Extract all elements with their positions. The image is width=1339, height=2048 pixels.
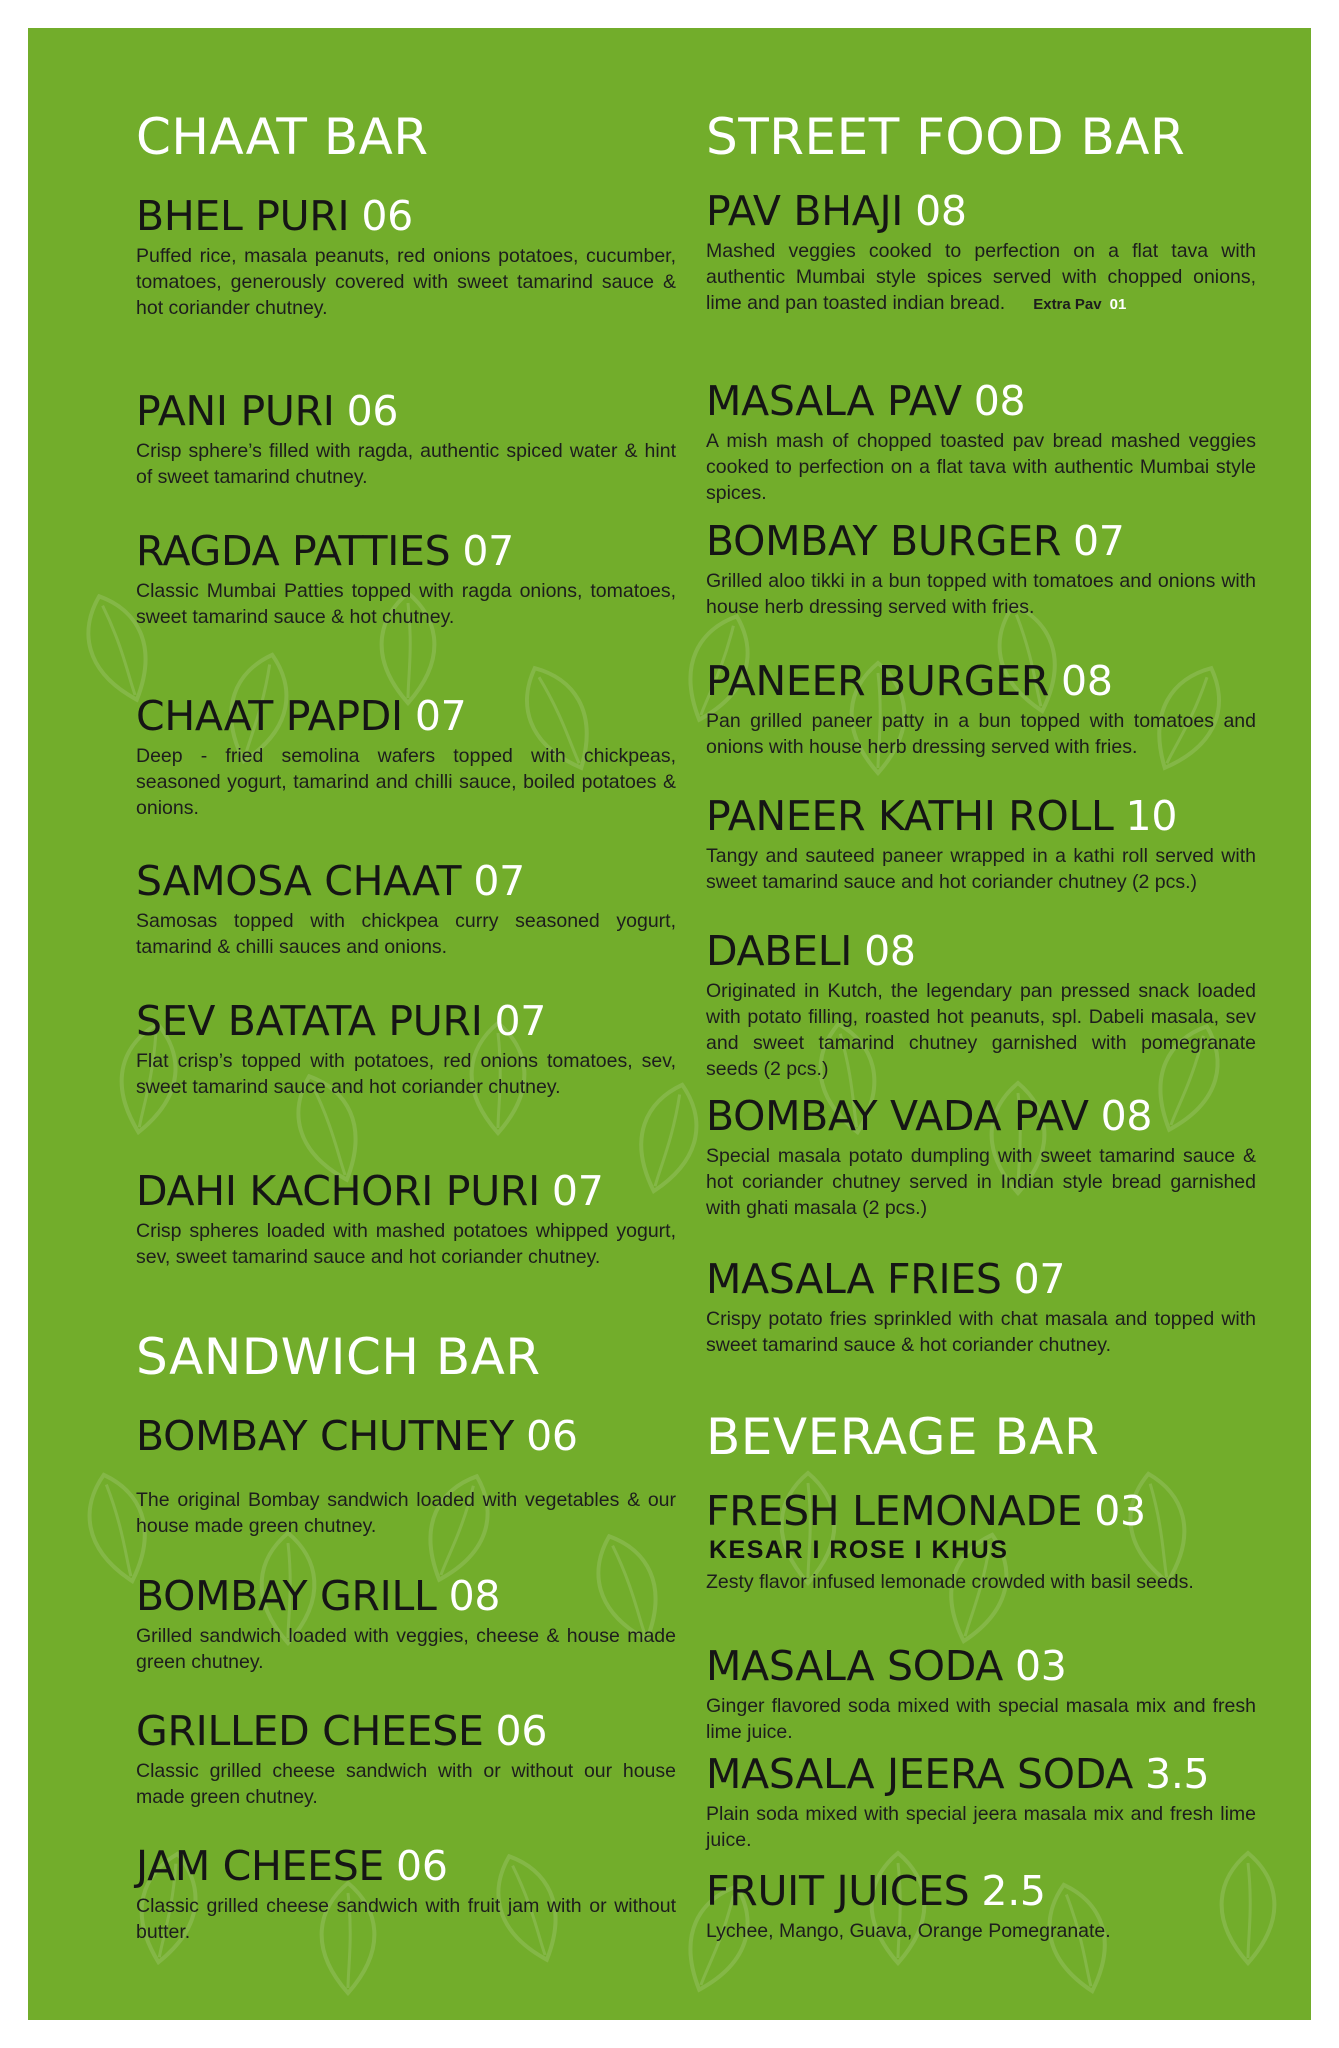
item-description: Crisp spheres loaded with mashed potatoes whipped yogurt, sev, sweet tamarind sauce and hot coriander chutney.	[136, 1220, 676, 1268]
menu-item-masala-fries	[706, 1256, 1256, 1358]
menu-item-grilled-cheese	[136, 1708, 676, 1810]
item-name: SAMOSA CHAAT	[136, 857, 462, 905]
item-price: 06	[361, 192, 413, 240]
item-price: 07	[1013, 1255, 1066, 1303]
item-name: BOMBAY GRILL	[136, 1572, 437, 1620]
item-name: PANI PURI	[136, 387, 335, 435]
menu-item-ragda-patties	[136, 528, 676, 630]
menu-item-jam-cheese	[136, 1843, 676, 1945]
item-price: 06	[346, 387, 399, 435]
item-name: FRUIT JUICES	[706, 1867, 970, 1915]
item-description: Samosas topped with chickpea curry seasoned yogurt, tamarind & chilli sauces and onions.	[136, 910, 676, 958]
item-price: 2.5	[981, 1867, 1046, 1915]
item-description: Plain soda mixed with special jeera masala mix and fresh lime juice.	[706, 1803, 1256, 1851]
item-price: 03	[1015, 1642, 1067, 1690]
menu-item-bombay-vada-pav	[706, 1093, 1256, 1221]
item-name: GRILLED CHEESE	[136, 1707, 484, 1755]
chaat-bar-title: CHAAT BAR	[136, 108, 429, 166]
menu-item-chaat-papdi	[136, 693, 676, 821]
menu-item-bombay-chutney	[136, 1413, 676, 1539]
item-price: 08	[864, 927, 916, 975]
menu-item-sev-batata-puri	[136, 998, 676, 1100]
item-description: Ginger flavored soda mixed with special masala mix and fresh lime juice.	[706, 1695, 1256, 1743]
menu-item-masala-pav	[706, 378, 1256, 506]
item-description: Crispy potato fries sprinkled with chat masala and topped with sweet tamarind sauce & hot coriander chutney.	[706, 1308, 1256, 1356]
menu-item-fresh-lemonade	[706, 1488, 1256, 1595]
menu-item-dabeli	[706, 928, 1256, 1082]
item-description: A mish mash of chopped toasted pav bread mashed veggies cooked to perfection on a flat tava with authentic Mumbai style spices.	[706, 430, 1256, 504]
item-name: RAGDA PATTIES	[136, 527, 451, 575]
item-name: BHEL PURI	[136, 192, 350, 240]
item-name: MASALA JEERA SODA	[706, 1750, 1134, 1798]
item-description: Classic grilled cheese sandwich with fruit jam with or without butter.	[136, 1895, 676, 1943]
lemonade-flavors: KESAR I ROSE I KHUS	[709, 1536, 1009, 1564]
item-price: 08	[1100, 1092, 1153, 1140]
item-price: 06	[526, 1412, 578, 1460]
menu-item-bombay-burger	[706, 518, 1256, 620]
item-name: FRESH LEMONADE	[706, 1487, 1083, 1535]
street-food-bar-title: STREET FOOD BAR	[706, 108, 1186, 166]
item-price: 07	[1073, 517, 1125, 565]
item-price: 07	[414, 692, 467, 740]
item-description: Mashed veggies cooked to perfection on a flat tava with authentic Mumbai style spices served with chopped onions, lime and pan toasted indian bread. Extra Pav 01	[706, 240, 1256, 314]
item-description: Deep - fried semolina wafers topped with chickpeas, seasoned yogurt, tamarind and chilli sauce, boiled potatoes & onions.	[136, 745, 676, 819]
item-name: CHAAT PAPDI	[136, 692, 403, 740]
menu-item-fruit-juices	[706, 1868, 1256, 1944]
item-price: 07	[494, 997, 547, 1045]
menu-item-pav-bhaji	[706, 188, 1256, 318]
item-description: Grilled aloo tikki in a bun topped with tomatoes and onions with house herb dressing served with fries.	[706, 570, 1256, 618]
item-price: 07	[551, 1167, 604, 1215]
menu-item-samosa-chaat	[136, 858, 676, 960]
item-name: PANEER BURGER	[706, 657, 1050, 705]
item-description: Tangy and sauteed paneer wrapped in a kathi roll served with sweet tamarind sauce and hot coriander chutney (2 pcs.)	[706, 845, 1256, 893]
item-description: Lychee, Mango, Guava, Orange Pomegranate.	[706, 1920, 1111, 1942]
item-description: Crisp sphere’s filled with ragda, authentic spiced water & hint of sweet tamarind chutney.	[136, 440, 676, 488]
menu-item-bombay-grill	[136, 1573, 676, 1675]
item-price: 03	[1094, 1487, 1146, 1535]
item-name: DABELI	[706, 927, 853, 975]
item-price: 08	[448, 1572, 501, 1620]
menu-item-paneer-burger	[706, 658, 1256, 760]
item-name: JAM CHEESE	[136, 1842, 385, 1890]
sandwich-bar-title: SANDWICH BAR	[136, 1328, 541, 1386]
menu-panel	[28, 28, 1311, 2020]
item-name: PANEER KATHI ROLL	[706, 792, 1114, 840]
extra-pav: Extra Pav 01	[1033, 296, 1127, 313]
item-price: 10	[1125, 792, 1178, 840]
item-description: Pan grilled paneer patty in a bun topped with tomatoes and onions with house herb dressing served with fries.	[706, 710, 1256, 758]
menu-item-dahi-kachori-puri	[136, 1168, 676, 1270]
item-price: 3.5	[1145, 1750, 1210, 1798]
item-price: 06	[495, 1707, 548, 1755]
item-name: BOMBAY CHUTNEY	[136, 1412, 515, 1460]
menu-item-bhel-puri	[136, 193, 676, 321]
item-name: MASALA PAV	[706, 377, 962, 425]
item-name: PAV BHAJI	[706, 187, 904, 235]
item-price: 08	[973, 377, 1026, 425]
item-description: Flat crisp’s topped with potatoes, red onions tomatoes, sev, sweet tamarind sauce and hot coriander chutney.	[136, 1050, 676, 1098]
item-description: The original Bombay sandwich loaded with vegetables & our house made green chutney.	[136, 1489, 676, 1537]
item-price: 07	[473, 857, 525, 905]
item-price: 06	[396, 1842, 448, 1890]
item-name: MASALA FRIES	[706, 1255, 1002, 1303]
item-name: BOMBAY BURGER	[706, 517, 1062, 565]
item-price: 08	[1061, 657, 1113, 705]
item-name: DAHI KACHORI PURI	[136, 1167, 540, 1215]
item-price: 07	[462, 527, 514, 575]
item-description: Puffed rice, masala peanuts, red onions potatoes, cucumber, tomatoes, generously covered with sweet tamarind sauce & hot coriander chutney.	[136, 245, 676, 319]
item-description: Originated in Kutch, the legendary pan pressed snack loaded with potato filling, roasted hot peanuts, spl. Dabeli masala, sev and sweet tamarind chutney garnished with pomegranate seeds (2 pcs.)	[706, 980, 1256, 1080]
menu-item-masala-jeera-soda	[706, 1751, 1256, 1853]
item-description: Grilled sandwich loaded with veggies, cheese & house made green chutney.	[136, 1625, 676, 1673]
item-description: Special masala potato dumpling with sweet tamarind sauce & hot coriander chutney served in Indian style bread garnished with ghati masala (2 pcs.)	[706, 1145, 1256, 1219]
beverage-bar-title: BEVERAGE BAR	[706, 1408, 1100, 1466]
item-description: Zesty flavor infused lemonade crowded with basil seeds.	[706, 1571, 1194, 1593]
item-name: SEV BATATA PURI	[136, 997, 483, 1045]
item-description: Classic grilled cheese sandwich with or without our house made green chutney.	[136, 1760, 676, 1808]
item-price: 08	[915, 187, 967, 235]
extra-pav-price: 01	[1109, 296, 1127, 313]
menu-item-paneer-kathi-roll	[706, 793, 1256, 895]
menu-item-masala-soda	[706, 1643, 1256, 1745]
item-name: MASALA SODA	[706, 1642, 1004, 1690]
item-description: Classic Mumbai Patties topped with ragda onions, tomatoes, sweet tamarind sauce & hot chutney.	[136, 580, 676, 628]
menu-item-pani-puri	[136, 388, 676, 490]
item-name: BOMBAY VADA PAV	[706, 1092, 1089, 1140]
